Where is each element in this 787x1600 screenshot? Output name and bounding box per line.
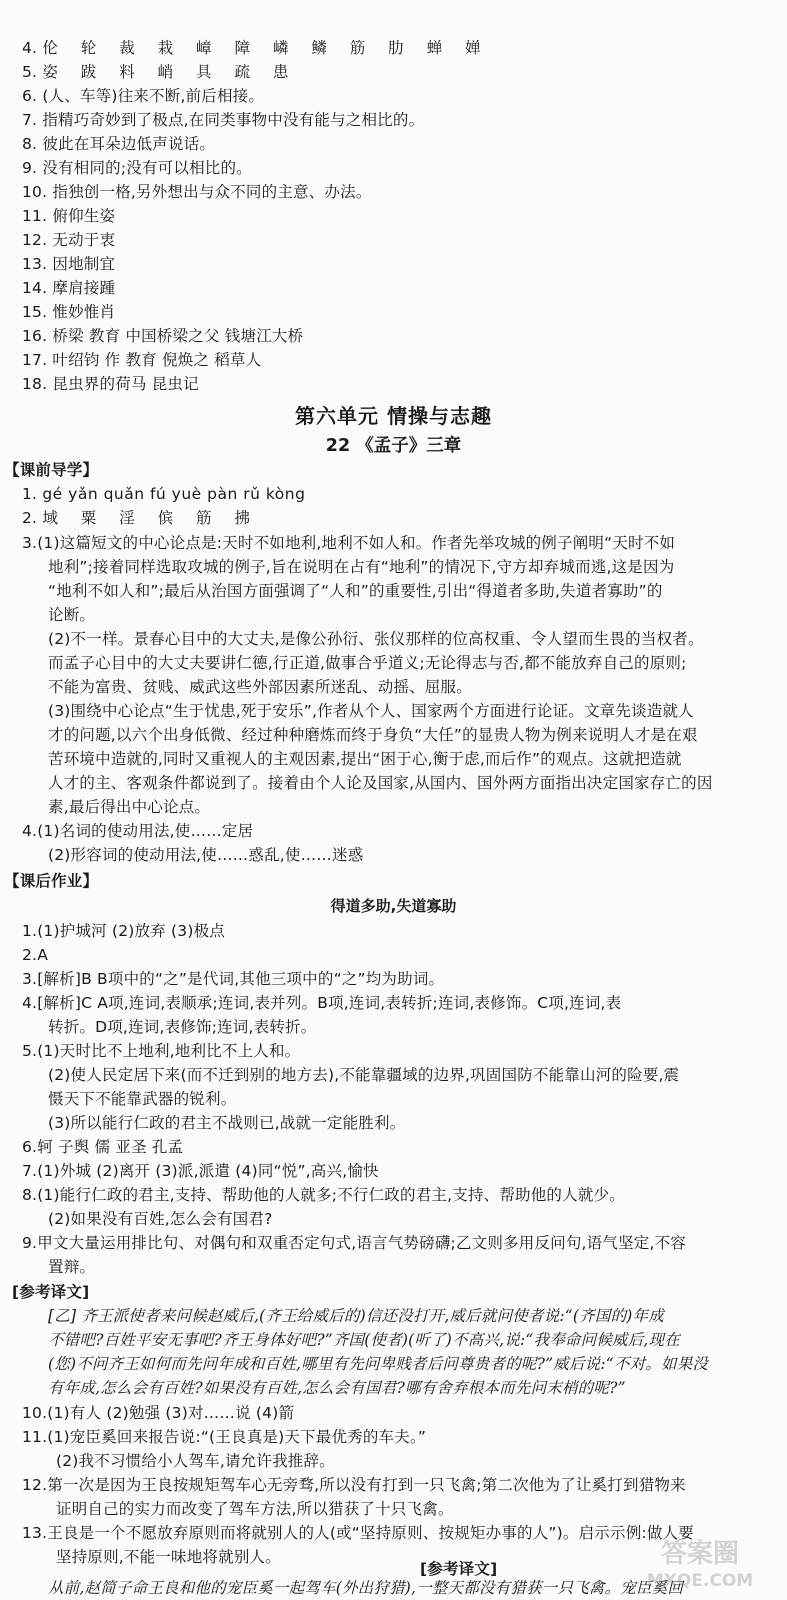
paragraph-line: 素,最后得出中心论点。: [48, 798, 211, 816]
answer-item: 4. 伦 轮 裁 栽 嶂 障 嶙 鳞 筋 肋 蝉 婵: [22, 39, 490, 57]
paragraph-line: (2)如果没有百姓,怎么会有国君?: [48, 1210, 273, 1228]
reference-translation-2: 从前,赵简子命王良和他的宠臣奚一起驾车(外出狩猎),一整天都没有猎获一只飞禽。宠臣奚回: [48, 1579, 684, 1597]
post-title: 得道多助,失道寡助: [330, 897, 457, 915]
paragraph-line: (2)使人民定居下来(而不迁到别的地方去),不能靠疆域的边界,巩固国防不能靠山河的险要,震: [48, 1066, 680, 1084]
paragraph-line: 才的问题,以六个出身低微、经过种种磨炼而终于身负“大任”的显贵人物为例来说明人才是在艰: [48, 726, 698, 744]
paragraph-line: (3)所以能行仁政的君主不战则已,战就一定能胜利。: [48, 1114, 406, 1132]
answer-item: 5. 姿 跋 料 峭 具 疏 患: [22, 63, 298, 81]
paragraph-line: “地利不如人和”;最后从治国方面强调了“人和”的重要性,引出“得道者多助,失道者寡助”的: [48, 582, 663, 600]
paragraph-line: 置辩。: [48, 1258, 96, 1276]
answer-item: 11. 俯仰生姿: [22, 207, 116, 225]
watermark-url: MXQE.COM: [646, 1571, 754, 1591]
paragraph-line: 论断。: [48, 606, 96, 624]
section-pre-heading: 【课前导学】: [4, 461, 99, 479]
paragraph-line: 4.(1)名词的使动用法,使……定居: [22, 822, 254, 840]
paragraph-line: 7.(1)外城 (2)离开 (3)派,派遣 (4)同“悦”,高兴,愉快: [22, 1162, 379, 1180]
paragraph-line: 地利”;接着同样选取攻城的例子,旨在说明在占有“地利”的情况下,守方却弃城而逃,这是因为: [48, 558, 675, 576]
paragraph-line: 12.第一次是因为王良按规矩驾车心无旁骛,所以没有打到一只飞禽;第二次他为了让奚打到猎物来: [22, 1476, 686, 1494]
lesson-title: 22 《孟子》三章: [325, 436, 462, 456]
paragraph-line: 9.甲文大量运用排比句、对偶句和双重否定句式,语言气势磅礴;乙文则多用反问句,语气坚定,不容: [22, 1234, 686, 1252]
unit-title: 第六单元 情操与志趣: [295, 404, 492, 428]
answer-item: 10. 指独创一格,另外想出与众不同的主意、办法。: [22, 183, 372, 201]
answer-item: 12. 无动于衷: [22, 231, 116, 249]
paragraph-line: 1.(1)护城河 (2)放弃 (3)极点: [22, 922, 226, 940]
paragraph-line: 转折。D项,连词,表修饰;连词,表转折。: [48, 1018, 317, 1036]
paragraph-line: 5.(1)天时比不上地利,地利比不上人和。: [22, 1042, 301, 1060]
answer-item: 14. 摩肩接踵: [22, 279, 116, 297]
answer-item: 17. 叶绍钧 作 教育 倪焕之 稻草人: [22, 351, 262, 369]
paragraph-line: 11.(1)宠臣奚回来报告说:“(王良真是)天下最优秀的车夫。”: [22, 1428, 427, 1446]
paragraph-line: (3)围绕中心论点“生于忧患,死于安乐”,作者从个人、国家两个方面进行论证。文章先谈造就人: [48, 702, 694, 720]
paragraph-line: 人才的主、客观条件都说到了。接着由个人论及国家,从国内、国外两方面指出决定国家存亡的因: [48, 774, 713, 792]
paragraph-line: 13.王良是一个不愿放弃原则而将就别人的人(或“坚持原则、按规矩办事的人”)。启示示例:做人要: [22, 1524, 694, 1542]
paragraph-line: 10.(1)有人 (2)勉强 (3)对……说 (4)箭: [22, 1404, 295, 1422]
watermark-logo: [625, 1532, 775, 1592]
paragraph-line: (2)形容词的使动用法,使……惑乱,使……迷惑: [48, 846, 364, 864]
paragraph-line: 不能为富贵、贫贱、威武这些外部因素所迷乱、动摇、屈服。: [48, 678, 472, 696]
answer-item: 8. 彼此在耳朵边低声说话。: [22, 135, 216, 153]
answer-item: 6. (人、车等)往来不断,前后相接。: [22, 87, 265, 105]
paragraph-line: 证明自己的实力而改变了驾车方法,所以猎获了十只飞禽。: [56, 1500, 454, 1518]
pre-q2: 2. 域 粟 淫 傧 筋 拂: [22, 509, 259, 527]
paragraph-line: 而孟子心目中的大丈夫要讲仁德,行正道,做事合乎道义;无论得志与否,都不能放弃自己的原则;: [48, 654, 687, 672]
answer-item: 16. 桥梁 教育 中国桥梁之父 钱塘江大桥: [22, 327, 304, 345]
paragraph-line: (您)不问齐王如何而先问年成和百姓,哪里有先问卑贱者后问尊贵者的呢?”威后说:“不对。如果没: [48, 1355, 709, 1373]
reference-translation-tag-2: [参考译文]: [420, 1560, 498, 1578]
paragraph-line: [乙] 齐王派使者来问候赵威后,(齐王给威后的)信还没打开,威后就问使者说:“(齐国的)年成: [48, 1307, 664, 1325]
answer-item: 18. 昆虫界的荷马 昆虫记: [22, 375, 199, 393]
answer-item: 15. 惟妙惟肖: [22, 303, 116, 321]
section-post-heading: 【课后作业】: [4, 872, 99, 890]
paragraph-line: 有年成,怎么会有百姓?如果没有百姓,怎么会有国君?哪有舍弃根本而先问末梢的呢?”: [48, 1379, 626, 1397]
paragraph-line: 苦环境中造就的,同时又重视人的主观因素,提出“困于心,衡于虑,而后作”的观点。这就把造就: [48, 750, 682, 768]
paragraph-line: 6.轲 子舆 儒 亚圣 孔孟: [22, 1138, 184, 1156]
paragraph-line: (2)不一样。景春心目中的大丈夫,是像公孙衍、张仪那样的位高权重、令人望而生畏的当权者。: [48, 630, 704, 648]
paragraph-line: 2.A: [22, 946, 48, 964]
paragraph-line: 4.[解析]C A项,连词,表顺承;连词,表并列。B项,连词,表转折;连词,表修饰。C项,连词,表: [22, 994, 622, 1012]
paragraph-line: 慑天下不能靠武器的锐利。: [48, 1090, 237, 1108]
pre-q1: 1. gé yǎn quǎn fú yuè pàn rǔ kòng: [22, 485, 306, 503]
reference-translation-tag: [参考译文]: [12, 1283, 90, 1301]
paragraph-line: 坚持原则,不能一味地将就别人。: [56, 1548, 281, 1566]
answer-item: 9. 没有相同的;没有可以相比的。: [22, 159, 252, 177]
paragraph-line: 3.(1)这篇短文的中心论点是:天时不如地利,地利不如人和。作者先举攻城的例子阐明“天时不如: [22, 534, 676, 552]
paragraph-line: (2)我不习惯给小人驾车,请允许我推辞。: [56, 1452, 335, 1470]
paragraph-line: 8.(1)能行仁政的君主,支持、帮助他的人就多;不行仁政的君主,支持、帮助他的人就少。: [22, 1186, 625, 1204]
answer-item: 13. 因地制宜: [22, 255, 116, 273]
answer-item: 7. 指精巧奇妙到了极点,在同类事物中没有能与之相比的。: [22, 111, 425, 129]
paragraph-line: 不错吧?百姓平安无事吧?齐王身体好吧?”齐国(使者)(听了)不高兴,说:“我奉命问候威后,现在: [48, 1331, 680, 1349]
paragraph-line: 3.[解析]B B项中的“之”是代词,其他三项中的“之”均为助词。: [22, 970, 445, 988]
watermark-text: 答案圈: [660, 1539, 740, 1569]
